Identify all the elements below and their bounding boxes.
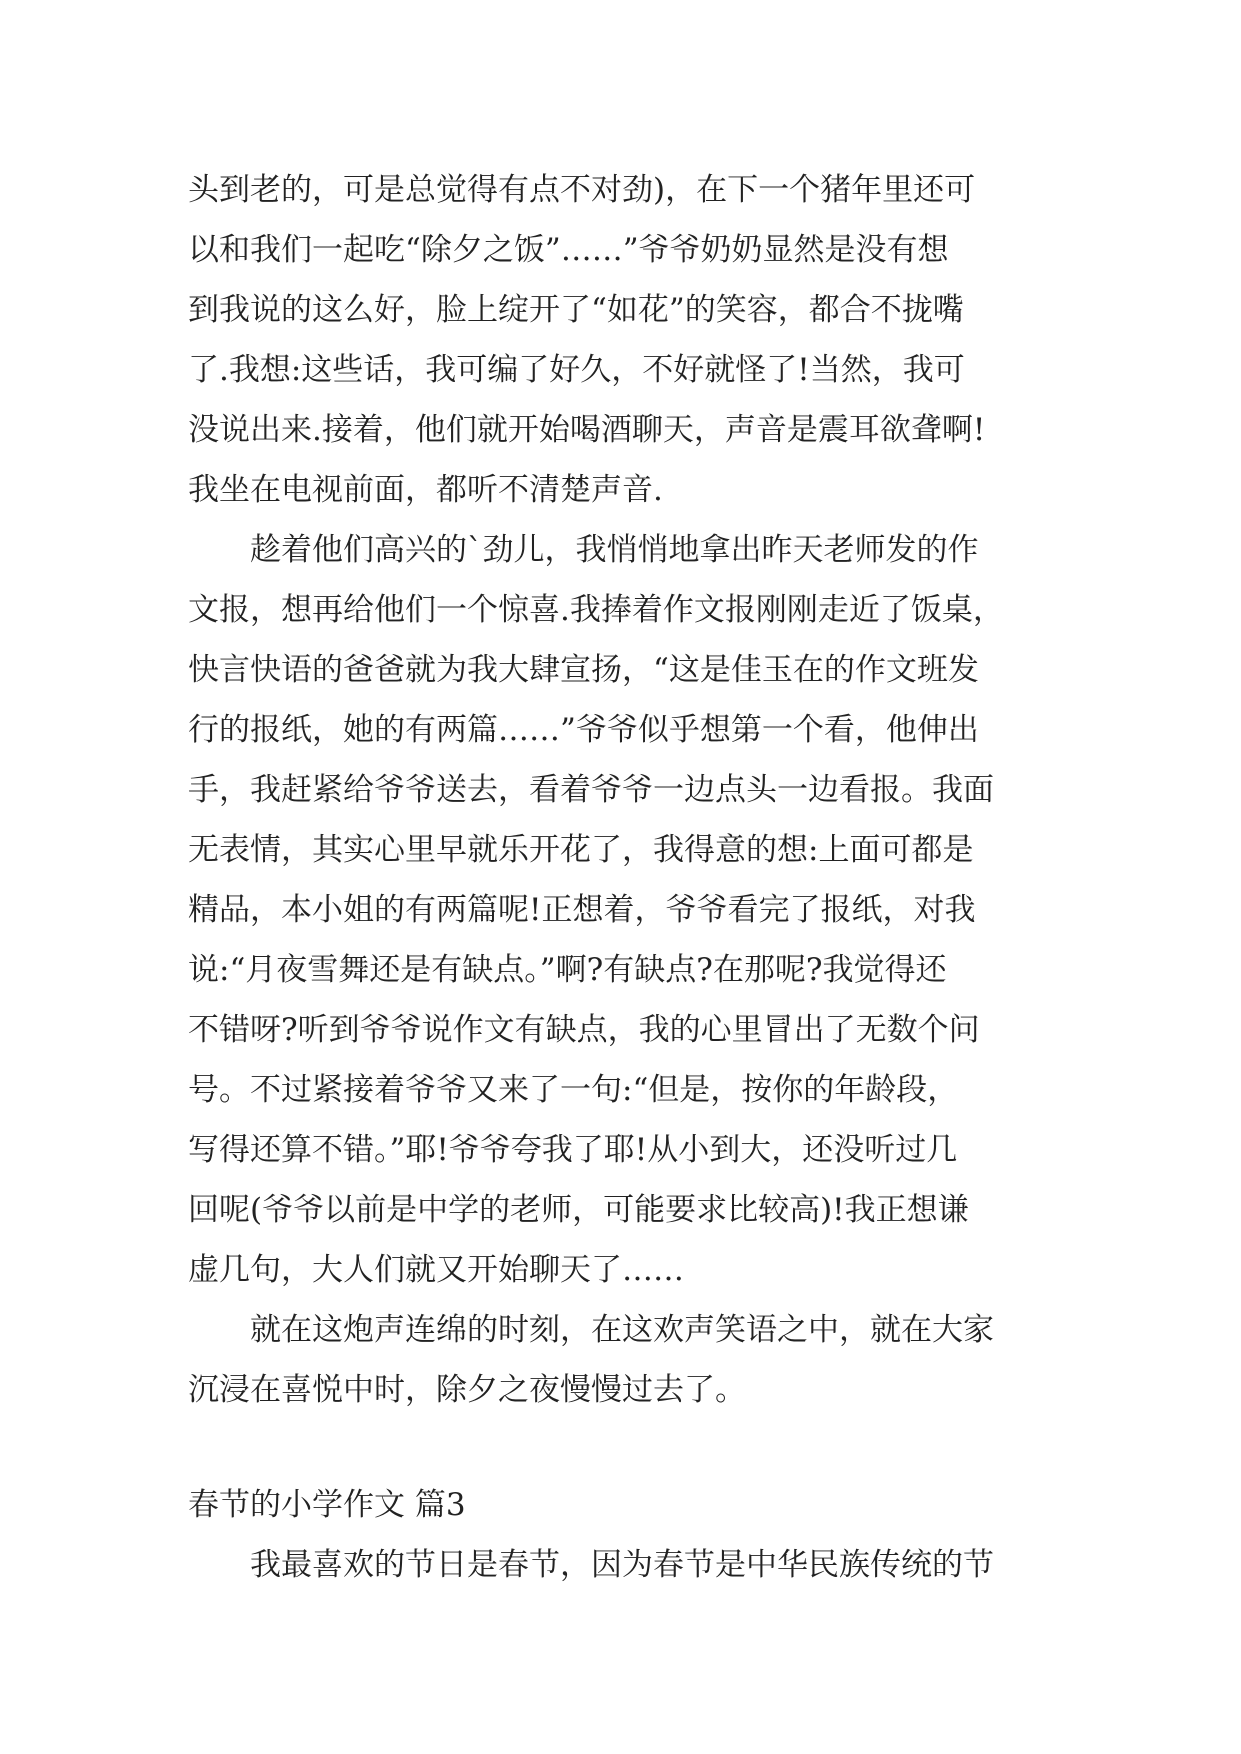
text-line: 不错呀?听到爷爷说作文有缺点，我的心里冒出了无数个问 — [188, 1012, 980, 1048]
text-line: 精品，本小姐的有两篇呢!正想着，爷爷看完了报纸，对我 — [188, 892, 976, 928]
text-line: 头到老的，可是总觉得有点不对劲)，在下一个猪年里还可 — [188, 172, 976, 208]
text-line: 以和我们一起吃“除夕之饭”……”爷爷奶奶显然是没有想 — [188, 232, 949, 268]
text-line: 说:“月夜雪舞还是有缺点。”啊?有缺点?在那呢?我觉得还 — [188, 952, 947, 988]
text-line: 我坐在电视前面，都听不清楚声音. — [188, 472, 663, 508]
text-line: 无表情，其实心里早就乐开花了，我得意的想:上面可都是 — [188, 832, 974, 868]
text-line: 行的报纸，她的有两篇……”爷爷似乎想第一个看，他伸出 — [188, 712, 979, 748]
paragraph-3 — [188, 1300, 1068, 1420]
text-line: 到我说的这么好，脸上绽开了“如花”的笑容，都合不拢嘴 — [188, 292, 964, 328]
text-line: 没说出来.接着，他们就开始喝酒聊天，声音是震耳欲聋啊! — [188, 412, 986, 448]
text-line: 了.我想:这些话，我可编了好久，不好就怪了!当然，我可 — [188, 352, 965, 388]
paragraph-2 — [188, 520, 1068, 1300]
text-line: 沉浸在喜悦中时，除夕之夜慢慢过去了。 — [188, 1372, 746, 1408]
text-line: 快言快语的爸爸就为我大肆宣扬，“这是佳玉在的作文班发 — [188, 652, 979, 688]
paragraph-1 — [188, 160, 1068, 520]
text-line: 虚几句，大人们就又开始聊天了…… — [188, 1252, 684, 1288]
text-line: 写得还算不错。”耶!爷爷夸我了耶!从小到大，还没听过几 — [188, 1132, 958, 1168]
section-heading: 春节的小学作文 篇3 — [188, 1487, 466, 1523]
text-line: 就在这炮声连绵的时刻，在这欢声笑语之中，就在大家 — [188, 1312, 994, 1348]
document-body — [188, 160, 1068, 1595]
text-line: 文报，想再给他们一个惊喜.我捧着作文报刚刚走近了饭桌， — [188, 592, 1004, 628]
text-line: 回呢(爷爷以前是中学的老师，可能要求比较高)!我正想谦 — [188, 1192, 969, 1228]
text-line: 趁着他们高兴的`劲儿，我悄悄地拿出昨天老师发的作 — [188, 532, 979, 568]
text-line: 手，我赶紧给爷爷送去，看着爷爷一边点头一边看报。我面 — [188, 772, 994, 808]
paragraph-4 — [188, 1535, 1068, 1595]
text-line: 号。不过紧接着爷爷又来了一句:“但是，按你的年龄段， — [188, 1072, 959, 1108]
text-line: 我最喜欢的节日是春节，因为春节是中华民族传统的节 — [188, 1547, 994, 1583]
